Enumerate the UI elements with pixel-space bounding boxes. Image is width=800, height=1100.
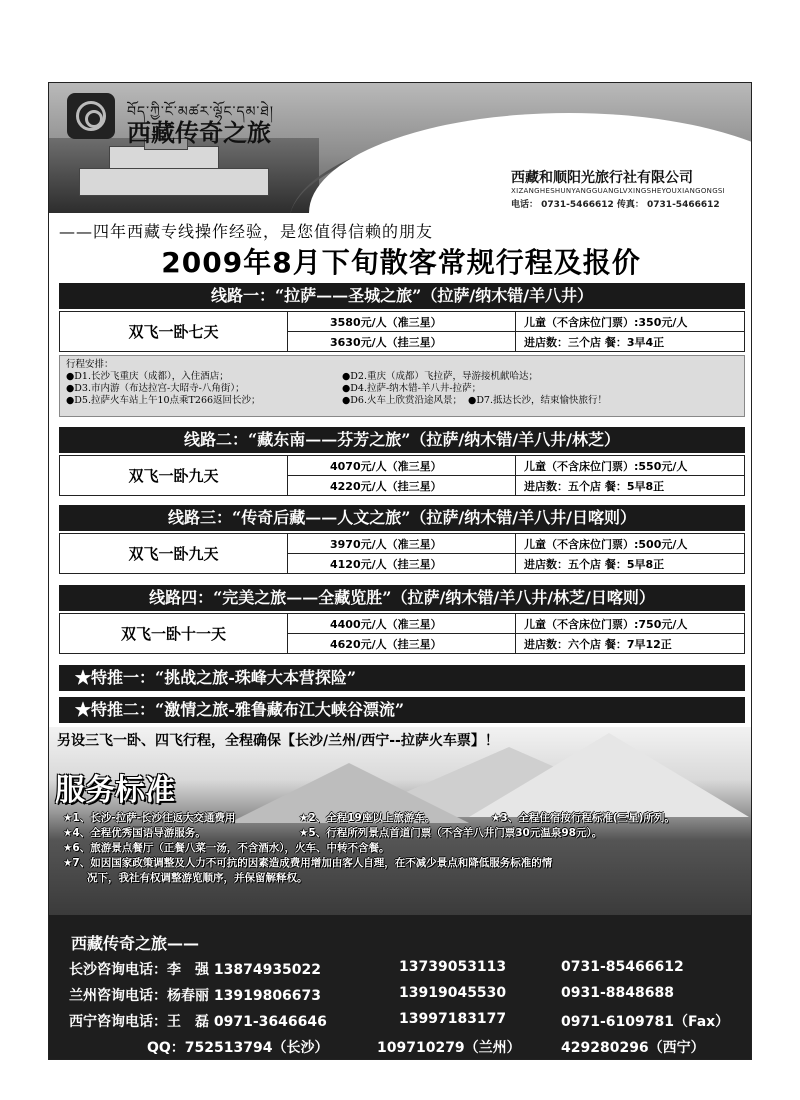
page-title: 2009年8月下旬散客常规行程及报价: [161, 246, 641, 279]
contact-label: 兰州咨询电话：杨春丽 13919806673: [69, 988, 322, 1004]
shops-meals: 进店数：五个店 餐：5早8正: [516, 554, 745, 574]
route-days: 双飞一卧九天: [60, 456, 288, 496]
service-item-6: ★6、旅游景点餐厅（正餐八菜一汤，不含酒水），火车、中转不含餐。: [63, 842, 390, 854]
route-3-table: [59, 533, 745, 574]
company-name: 西藏和顺阳光旅行社有限公司: [511, 170, 693, 186]
price-listed: 4120元/人（挂三星）: [288, 554, 516, 574]
shops-meals: 进店数：三个店 餐：3早4正: [516, 332, 745, 352]
service-item-5: ★5、行程所列景点首道门票（不含羊八井门票30元温泉98元）。: [299, 827, 603, 839]
route-days: 双飞一卧九天: [60, 534, 288, 574]
phone: 13739053113: [399, 959, 507, 975]
company-contact: 电话： 0731-5466612 传真： 0731-5466612: [511, 200, 720, 210]
itinerary-day-5: ●D5.拉萨火车站上午10点乘T266返回长沙；: [66, 395, 261, 406]
itinerary-day-6: ●D6.火车上欣赏沿途风景；: [342, 395, 462, 406]
price-standard: 4400元/人（准三星）: [288, 614, 516, 634]
shops-meals: 进店数：五个店 餐：5早8正: [516, 476, 745, 496]
special-offer-1: ★特推一：“挑战之旅-珠峰大本营探险”: [59, 665, 745, 691]
service-item-3: ★3、全程住宿按行程标准(三星)所列。: [491, 812, 675, 824]
shops-meals: 进店数：六个店 餐：7早12正: [516, 634, 745, 654]
price-listed: 3630元/人（挂三星）: [288, 332, 516, 352]
itinerary-day-7: ●D7.抵达长沙，结束愉快旅行！: [468, 395, 608, 406]
contact-label: 西宁咨询电话：王 磊 0971-3646646: [69, 1014, 327, 1030]
phone: 13997183177: [399, 1011, 507, 1027]
potala-palace-image: [49, 138, 319, 213]
logo-icon: [67, 93, 115, 139]
service-item-2: ★2、全程19座以上旅游车。: [299, 812, 436, 824]
route-2-table: [59, 455, 745, 496]
route-4-title: 线路四：“完美之旅——全藏览胜”（拉萨/纳木错/羊八井/林芝/日喀则）: [59, 585, 745, 611]
child-price: 儿童（不含床位门票）:550元/人: [516, 456, 745, 476]
service-list: [63, 811, 752, 886]
extra-note: 另设三飞一卧、四飞行程，全程确保【长沙/兰州/西宁--拉萨火车票】！: [57, 733, 499, 749]
price-listed: 4620元/人（挂三星）: [288, 634, 516, 654]
route-days: 双飞一卧七天: [60, 312, 288, 352]
mountain-scenery: [49, 727, 752, 915]
phone: 0731-85466612: [561, 959, 684, 975]
child-price: 儿童（不含床位门票）:750元/人: [516, 614, 745, 634]
flyer: [48, 82, 752, 1060]
special-offer-2: ★特推二：“激情之旅-雅鲁藏布江大峡谷漂流”: [59, 697, 745, 723]
footer-title: 西藏传奇之旅——: [71, 934, 200, 953]
price-standard: 4070元/人（准三星）: [288, 456, 516, 476]
contact-label: 长沙咨询电话：李 强 13874935022: [69, 962, 322, 978]
route-3-title: 线路三：“传奇后藏——人文之旅”（拉萨/纳木错/羊八井/日喀则）: [59, 505, 745, 531]
qq-label: QQ：752513794（长沙）: [147, 1040, 329, 1056]
phone: 0931-8848688: [561, 985, 674, 1001]
itinerary-day-3: ●D3.市内游（布达拉宫-大昭寺-八角街）；: [66, 383, 245, 394]
contact-footer: [49, 915, 752, 1060]
itinerary-day-1: ●D1.长沙飞重庆（成都），入住酒店；: [66, 371, 229, 382]
route-1-title: 线路一：“拉萨——圣城之旅”（拉萨/纳木错/羊八井）: [59, 283, 745, 309]
route-2-title: 线路二：“藏东南——芬芳之旅”（拉萨/纳木错/羊八井/林芝）: [59, 427, 745, 453]
price-listed: 4220元/人（挂三星）: [288, 476, 516, 496]
service-item-4: ★4、全程优秀国语导游服务。: [63, 827, 206, 839]
brand-name: 西藏传奇之旅: [127, 118, 271, 147]
itinerary-day-2: ●D2.重庆（成都）飞拉萨，导游接机献哈达；: [342, 371, 538, 382]
child-price: 儿童（不含床位门票）:500元/人: [516, 534, 745, 554]
price-standard: 3970元/人（准三星）: [288, 534, 516, 554]
itinerary: [59, 355, 745, 417]
slogan: ——四年西藏专线操作经验，是您值得信赖的朋友: [59, 222, 434, 241]
qq-number: 109710279（兰州）: [377, 1040, 521, 1056]
phone: 0971-6109781（Fax）: [561, 1014, 730, 1030]
service-item-1: ★1、长沙-拉萨-长沙往返大交通费用: [63, 812, 236, 824]
route-days: 双飞一卧十一天: [60, 614, 288, 654]
qq-number: 429280296（西宁）: [561, 1040, 705, 1056]
service-item-7-cont: 况下，我社有权调整游览顺序，并保留解释权。: [87, 872, 308, 884]
route-4-table: [59, 613, 745, 654]
child-price: 儿童（不含床位门票）:350元/人: [516, 312, 745, 332]
phone: 13919045530: [399, 985, 507, 1001]
header-banner: [49, 83, 752, 213]
company-name-pinyin: XIZANGHESHUNYANGGUANGLVXINGSHEYOUXIANGONGSI: [511, 187, 726, 195]
itinerary-label: 行程安排：: [66, 359, 114, 370]
service-item-7: ★7、如因国家政策调整及人力不可抗的因素造成费用增加由客人自理，在不减少景点和降低服务标准的情: [63, 857, 553, 869]
tibetan-title: བོད་ཀྱི་ངོ་མཚར་ལྷོང་དམ་ཐེ།: [127, 104, 274, 120]
route-1-table: [59, 311, 745, 352]
itinerary-day-4: ●D4.拉萨-纳木错-羊八井-拉萨；: [342, 383, 482, 394]
service-title: 服务标准: [55, 773, 175, 808]
price-standard: 3580元/人（准三星）: [288, 312, 516, 332]
